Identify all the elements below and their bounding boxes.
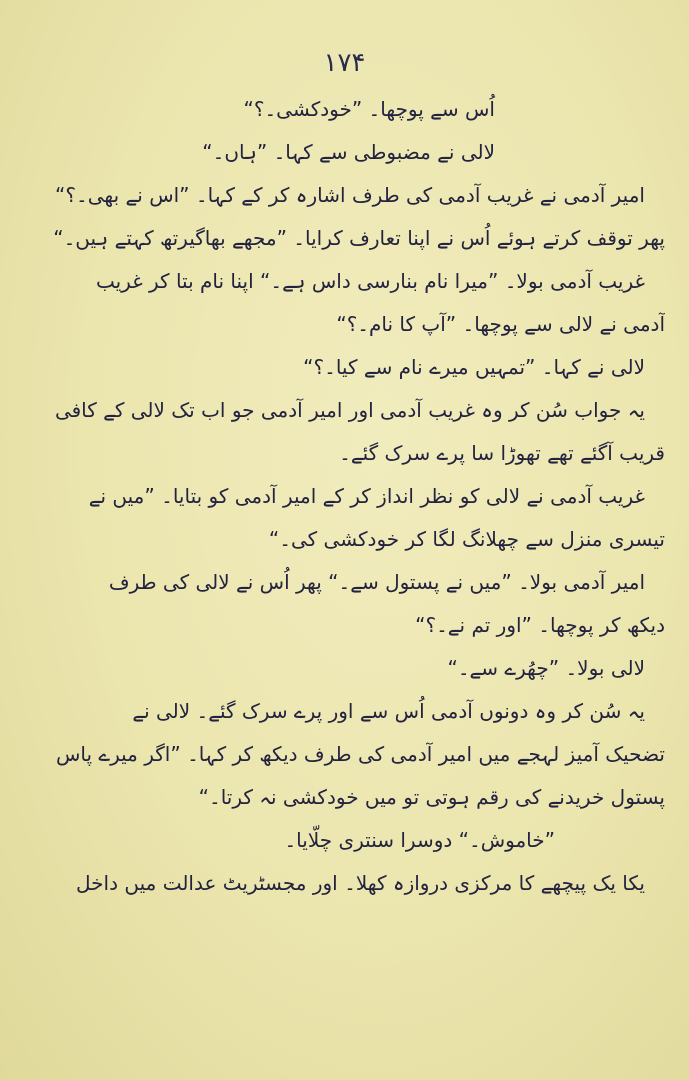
- text-line: غریب آدمی بولا۔ ”میرا نام بنارسی داس ہے۔“ اپنا نام بتا کر غریب: [95, 269, 645, 293]
- text-line: ”خاموش۔“ دوسرا سنتری چلّایا۔: [284, 828, 555, 852]
- text-line: یکا یک پیچھے کا مرکزی دروازہ کھلا۔ اور مجسٹریٹ عدالت میں داخل: [76, 871, 645, 895]
- text-line: غریب آدمی نے لالی کو نظر انداز کر کے امیر آدمی کو بتایا۔ ”میں نے: [88, 484, 645, 508]
- text-line: قریب آگئے تھے تھوڑا سا پرے سرک گئے۔: [339, 441, 665, 465]
- text-line: لالی نے مضبوطی سے کہا۔ ”ہاں۔“: [202, 140, 495, 164]
- page-text: [40, 88, 665, 905]
- text-line: پھر توقف کرتے ہوئے اُس نے اپنا تعارف کرایا۔ ”مجھے بھاگیرتھ کہتے ہیں۔“: [53, 226, 665, 250]
- text-line: اُس سے پوچھا۔ ”خودکشی۔؟“: [243, 97, 495, 121]
- text-line: لالی نے کہا۔ ”تمہیں میرے نام سے کیا۔؟“: [303, 355, 645, 379]
- text-line: پستول خریدنے کی رقم ہوتی تو میں خودکشی نہ کرتا۔“: [198, 785, 665, 809]
- text-line: امیر آدمی بولا۔ ”میں نے پستول سے۔“ پھر اُس نے لالی کی طرف: [108, 570, 645, 594]
- text-line: امیر آدمی نے غریب آدمی کی طرف اشارہ کر کے کہا۔ ”اس نے بھی۔؟“: [55, 183, 645, 207]
- page-number: ۱۷۴: [323, 48, 366, 78]
- text-line: دیکھ کر پوچھا۔ ”اور تم نے۔؟“: [415, 613, 665, 637]
- text-line: آدمی نے لالی سے پوچھا۔ ”آپ کا نام۔؟“: [336, 312, 665, 336]
- text-line: تیسری منزل سے چھلانگ لگا کر خودکشی کی۔“: [268, 527, 665, 551]
- text-line: یہ جواب سُن کر وہ غریب آدمی اور امیر آدمی جو اب تک لالی کے کافی: [54, 398, 645, 422]
- text-line: یہ سُن کر وہ دونوں آدمی اُس سے اور پرے سرک گئے۔ لالی نے: [132, 699, 645, 723]
- text-line: تضحیک آمیز لہجے میں امیر آدمی کی طرف دیکھ کر کہا۔ ”اگر میرے پاس: [55, 742, 665, 766]
- text-line: لالی بولا۔ ”چھُرے سے۔“: [447, 656, 645, 680]
